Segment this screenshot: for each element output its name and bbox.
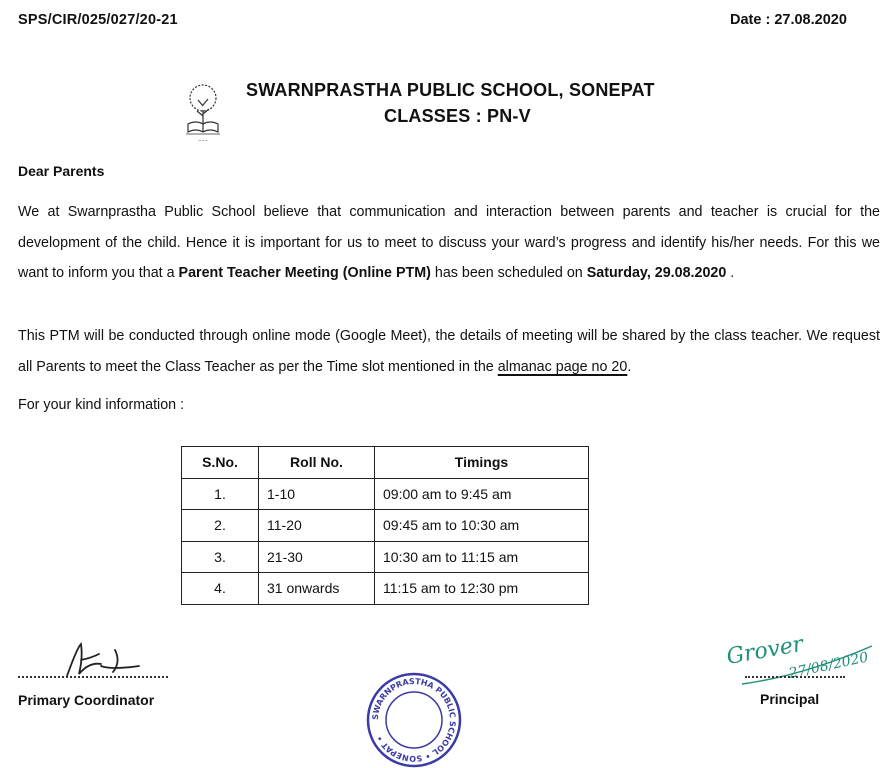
ptm-date: Saturday, 29.08.2020 bbox=[586, 265, 727, 281]
cell-timings: 09:00 am to 9:45 am bbox=[375, 478, 589, 510]
svg-text:SWARNPRASTHA PUBLIC SCHOOL • S: SWARNPRASTHA PUBLIC SCHOOL • SONEPAT • bbox=[370, 676, 458, 764]
table-row bbox=[182, 541, 589, 573]
cell-roll-no: 1-10 bbox=[259, 478, 375, 510]
mode-paragraph bbox=[18, 321, 880, 382]
cell-sno: 3. bbox=[182, 541, 259, 573]
mode-text-a: This PTM will be conducted through online mode (Google Meet), the details of meeting will be shared by the class teacher. We request all Parents to meet the Class Teacher as per the Time slot mentioned in the bbox=[18, 328, 880, 375]
principal-signature-line bbox=[745, 676, 845, 678]
ptm-schedule-table bbox=[181, 446, 589, 605]
header-roll-no: Roll No. bbox=[259, 447, 375, 479]
school-name: SWARNPRASTHA PUBLIC SCHOOL, SONEPAT bbox=[246, 80, 655, 100]
table-row bbox=[182, 510, 589, 542]
svg-text:~~~: ~~~ bbox=[197, 138, 209, 143]
principal-signature bbox=[722, 626, 882, 696]
salutation: Dear Parents bbox=[18, 163, 105, 179]
cell-roll-no: 21-30 bbox=[259, 541, 375, 573]
table-header-row bbox=[182, 447, 589, 479]
cell-timings: 09:45 am to 10:30 am bbox=[375, 510, 589, 542]
info-line: For your kind information : bbox=[18, 397, 185, 413]
almanac-reference: almanac page no 20 bbox=[497, 358, 628, 375]
circular-reference-number: SPS/CIR/025/027/20-21 bbox=[18, 12, 178, 28]
cell-roll-no: 31 onwards bbox=[259, 573, 375, 605]
table-row bbox=[182, 478, 589, 510]
cell-sno: 2. bbox=[182, 510, 259, 542]
coordinator-signature-line bbox=[18, 676, 168, 678]
intro-text-c: . bbox=[726, 265, 735, 281]
ptm-title: Parent Teacher Meeting (Online PTM) bbox=[178, 265, 431, 281]
intro-paragraph bbox=[18, 197, 880, 289]
cell-sno: 1. bbox=[182, 478, 259, 510]
header-sno: S.No. bbox=[182, 447, 259, 479]
cell-roll-no: 11-20 bbox=[259, 510, 375, 542]
mode-text-b: . bbox=[627, 358, 632, 375]
circular-date: Date : 27.08.2020 bbox=[730, 12, 847, 28]
principal-signature-text: Grover bbox=[724, 631, 806, 670]
school-seal-stamp bbox=[360, 672, 468, 768]
intro-text-a: We at Swarnprastha Public School believe that communication and interaction between parents and teacher is crucial for the development of the child. Hence it is important for us to meet to discuss your ward’s progress and identify his/her needs. For this we want to inform you that a bbox=[18, 204, 880, 281]
principal-label: Principal bbox=[760, 691, 820, 707]
primary-coordinator-label: Primary Coordinator bbox=[18, 692, 155, 708]
tree-book-logo-icon bbox=[180, 80, 226, 146]
table-row bbox=[182, 573, 589, 605]
cell-sno: 4. bbox=[182, 573, 259, 605]
svg-text:27/08/2020: 27/08/2020 bbox=[787, 649, 870, 682]
coordinator-signature bbox=[55, 640, 165, 690]
header-timings: Timings bbox=[375, 447, 589, 479]
intro-text-b: has been scheduled on bbox=[430, 265, 587, 281]
classes-heading: CLASSES : PN-V bbox=[384, 106, 531, 126]
cell-timings: 10:30 am to 11:15 am bbox=[375, 541, 589, 573]
cell-timings: 11:15 am to 12:30 pm bbox=[375, 573, 589, 605]
